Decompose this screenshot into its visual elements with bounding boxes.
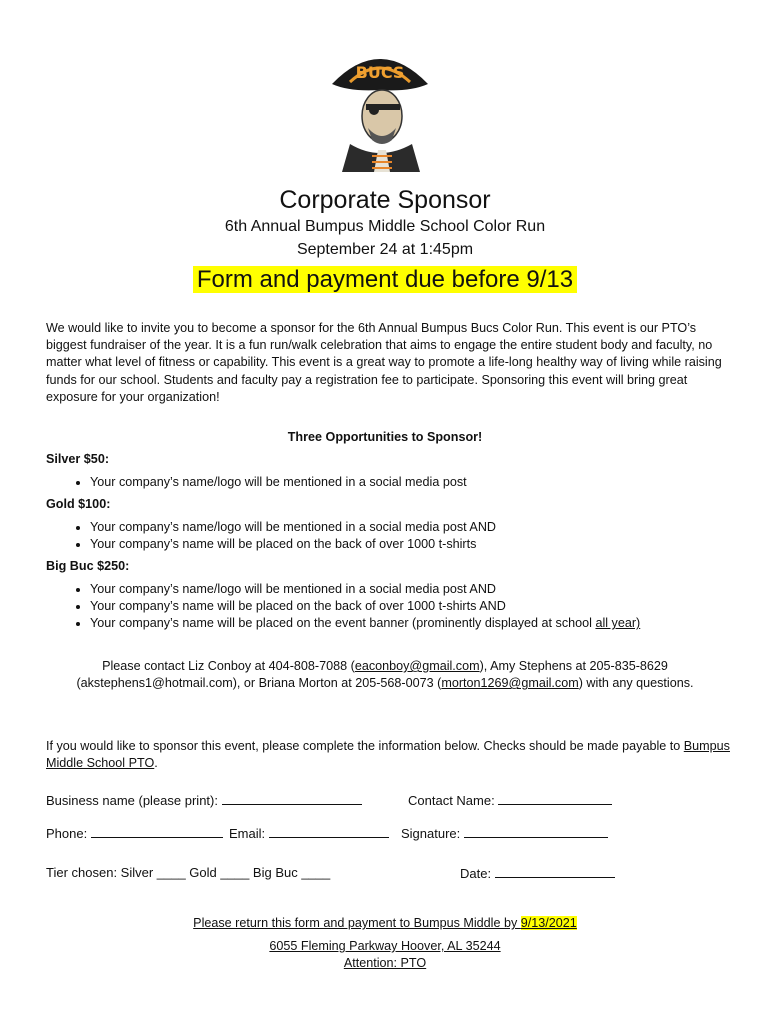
tier-silver-heading: Silver $50: [46,452,110,466]
benefit-item: • Your company’s name/logo will be mentioned in a social media post [90,474,770,491]
tier-gold-heading: Gold $100: [46,497,111,511]
instructions-text: If you would like to sponsor this event, please complete the information below. Checks should be made payable to [46,739,684,753]
signature-blank[interactable] [464,825,608,838]
benefit-item: • Your company’s name/logo will be mentioned in a social media post AND [90,519,770,536]
attention-line: Attention: PTO [343,956,427,971]
contact-name-label: Contact Name: [408,793,495,808]
tier-silver-benefits [46,474,770,491]
instructions-paragraph [46,738,736,772]
date-label: Date: [460,866,492,881]
contact-name-blank[interactable] [498,792,612,805]
contact-text-1: Please contact Liz Conboy at 404-808-7088 ( [102,659,355,673]
email-field[interactable] [229,825,389,841]
contact-text-2: ), Amy Stephens at 205-835-8629 (akstephens1@hotmail.com), or Briana Morton at 205-568-0073 ( [76,659,668,691]
phone-label: Phone: [46,826,88,841]
event-date: September 24 at 1:45pm [296,241,474,258]
benefit-item: • Your company’s name will be placed on the back of over 1000 t-shirts AND [90,598,770,615]
contact-name-field[interactable] [408,792,612,808]
phone-blank[interactable] [91,825,223,838]
benefit-item [90,615,770,632]
benefit-item: • Your company’s name will be placed on the back of over 1000 t-shirts [90,536,770,553]
business-name-field[interactable] [46,792,362,808]
all-year-underlined: all year) [595,616,641,631]
business-name-label: Business name (please print): [46,793,218,808]
bucs-pirate-logo [330,44,430,174]
mailing-address [0,938,770,972]
opportunities-heading: Three Opportunities to Sponsor! [287,430,483,444]
payee-name: Bumpus Middle School PTO [46,739,730,771]
tier-chosen-field[interactable]: Tier chosen: Silver ____ Gold ____ Big Buc ____ [46,865,331,880]
business-name-blank[interactable] [222,792,362,805]
instructions-end: . [154,756,158,771]
tier-gold-benefits [46,519,770,553]
signature-label: Signature: [401,826,461,841]
contact-text-3: ) with any questions. [578,676,694,691]
date-field[interactable] [460,865,615,881]
date-blank[interactable] [495,865,615,878]
return-text: Please return this form and payment to Bumpus Middle by [193,916,521,930]
address-line: 6055 Fleming Parkway Hoover, AL 35244 [269,939,501,953]
signature-field[interactable] [401,825,608,841]
email-blank[interactable] [269,825,389,838]
benefit-item: • Your company’s name/logo will be mentioned in a social media post AND [90,581,770,598]
return-date: 9/13/2021 [520,916,577,930]
tier-bigbuc-benefits [46,581,770,633]
email-label: Email: [229,826,266,841]
logo-text: BUCS [355,63,405,82]
intro-paragraph: We would like to invite you to become a sponsor for the 6th Annual Bumpus Bucs Color Run. This event is our PTO’s biggest fundraiser of the year. It is a fun run/walk celebration that aims to engage the entire student body and faculty, no matter what level of fitness or capability. This event is a great way to promote a life-long healthy way of living while raising funds for our school. Students and faculty pay a registration fee to participate. Sponsoring this event will bring great exposure for your organization! [46,321,722,404]
page-title: Corporate Sponsor [279,186,491,214]
benefit-text: Your company’s name will be placed on the event banner (prominently displayed at school [90,616,596,631]
due-banner [0,266,770,294]
contact-email-link-3[interactable]: morton1269@gmail.com [441,676,579,691]
contact-email-link-1[interactable]: eaconboy@gmail.com [354,659,480,673]
due-banner-text: Form and payment due before 9/13 [193,266,577,293]
phone-field[interactable] [46,825,223,841]
return-instructions [0,915,770,932]
contact-paragraph [60,658,710,692]
event-subtitle: 6th Annual Bumpus Middle School Color Run [224,218,546,235]
tier-bigbuc-heading: Big Buc $250: [46,559,130,573]
